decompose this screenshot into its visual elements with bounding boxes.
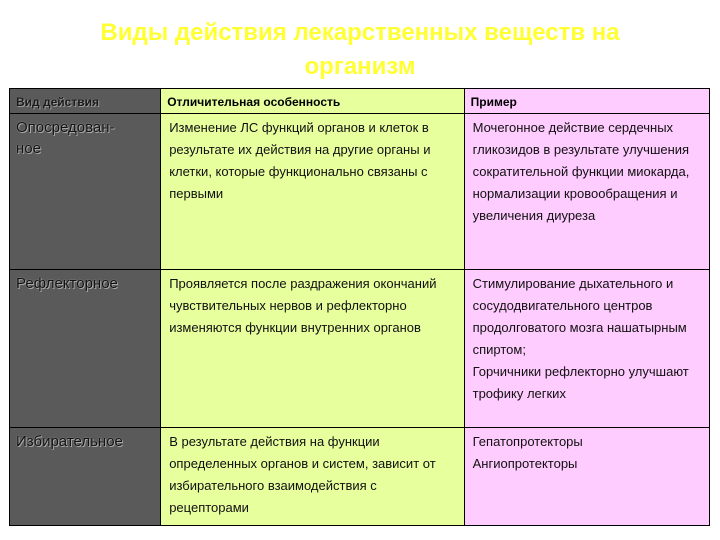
example-text: Гепатопротекторы Ангиопротекторы [472,434,583,471]
slide-title-line-1: Виды действия лекарственных веществ на [100,19,620,46]
example-text: Стимулирование дыхательного и сосудодвигательного центров продолговатого мозга нашатырным спиртом; Горчичники рефлекторно улучшают трофику легких [472,276,689,401]
table-row [10,428,710,526]
feature-text: В результате действия на функции определенных органов и систем, зависит от избирательного взаимодействия с рецепторами [169,434,436,515]
header-feature-label: Отличительная особенность [167,95,341,109]
kind-cell [10,428,161,526]
example-text: Мочегонное действие сердечных гликозидов в результате улучшения сократительной функции миокарда, нормализации кровообращения и увеличения диуреза [472,120,690,223]
header-kind-label: Вид действия [16,95,99,109]
kind-label: Рефлекторное [16,275,118,292]
slide-title [0,16,720,84]
header-example-label: Пример [470,95,517,109]
action-types-table [9,88,710,526]
example-cell [464,114,709,270]
kind-label: Опосредован- ное [16,119,115,157]
kind-label: Избирательное [16,433,123,450]
header-cell-kind [10,89,161,114]
example-cell [464,428,709,526]
table-row [10,270,710,428]
example-cell [464,270,709,428]
header-cell-example [464,89,709,114]
slide-title-line-2: организм [304,53,416,80]
header-cell-feature [161,89,464,114]
feature-cell [161,428,464,526]
feature-cell [161,114,464,270]
feature-text: Проявляется после раздражения окончаний чувствительных нервов и рефлекторно изменяются функции внутренних органов [169,276,437,335]
kind-cell [10,114,161,270]
table-header-row [10,89,710,114]
feature-cell [161,270,464,428]
table-row [10,114,710,270]
feature-text: Изменение ЛС функций органов и клеток в результате их действия на другие органы и клетки, которые функционально связаны с первыми [169,120,431,201]
kind-cell [10,270,161,428]
